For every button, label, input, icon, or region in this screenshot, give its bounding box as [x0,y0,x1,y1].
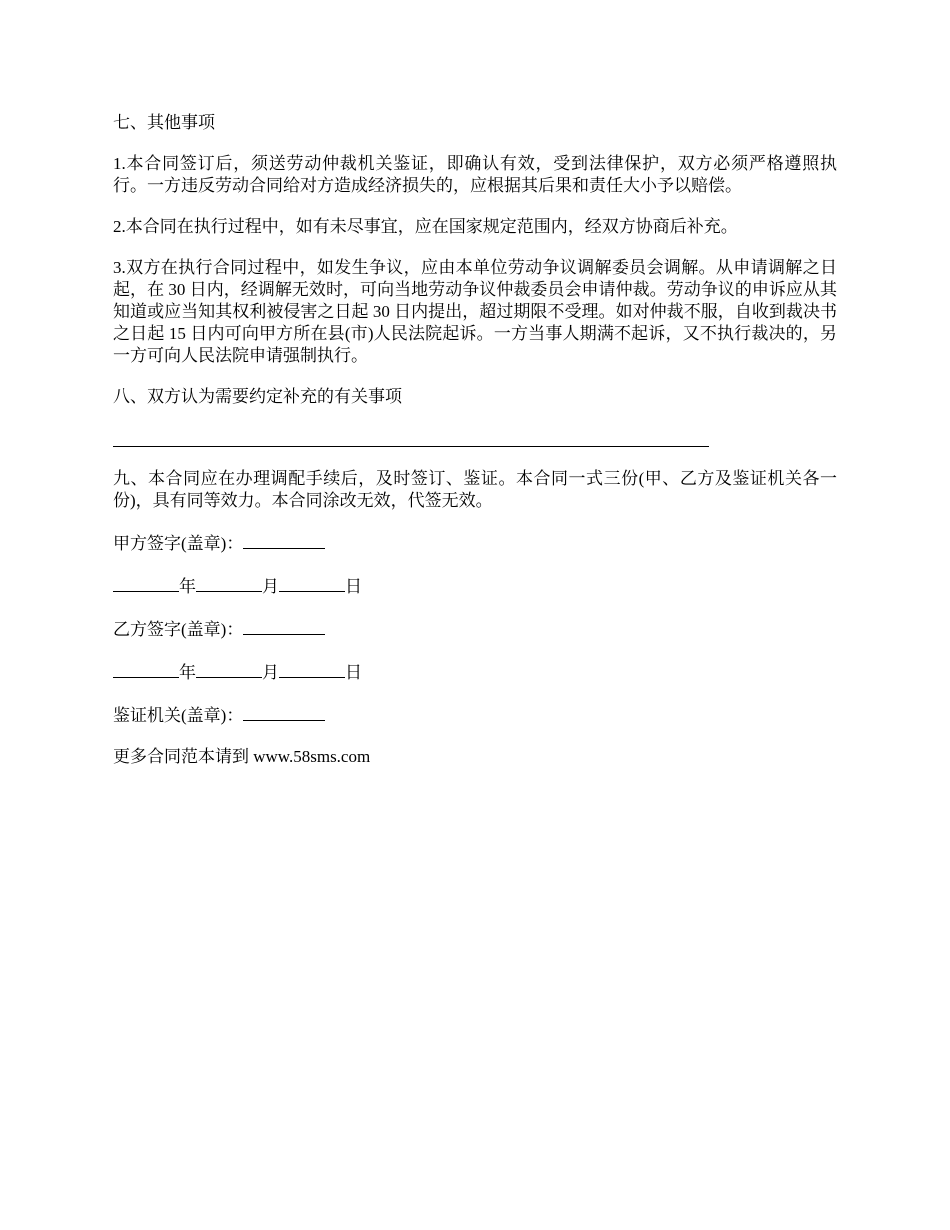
document-page [113,112,837,768]
verifier-signature-line [113,703,837,727]
section-7-item-1: 1.本合同签订后，须送劳动仲裁机关鉴证，即确认有效，受到法律保护，双方必须严格遵照执行。一方违反劳动合同给对方造成经济损失的，应根据其后果和责任大小予以赔偿。 [113,154,837,195]
year-label: 年 [179,577,196,596]
day-label: 日 [345,663,362,682]
party-b-signature-blank [243,617,325,635]
party-b-month-blank [196,660,262,678]
section-8-heading: 八、双方认为需要约定补充的有关事项 [113,387,402,406]
party-b-year-blank [113,660,179,678]
verifier-signature-label: 鉴证机关(盖章)： [113,706,244,725]
party-a-signature-blank [243,531,325,549]
party-a-year-blank [113,574,179,592]
party-b-date-line [113,660,837,684]
year-label: 年 [179,663,196,682]
supplementary-terms-blank [113,427,837,449]
section-7-item-3: 3.双方在执行合同过程中，如发生争议，应由本单位劳动争议调解委员会调解。从申请调解之日起，在 30 日内，经调解无效时，可向当地劳动争议仲裁委员会申请仲裁。劳动争议的申诉应从其知道或应当知其权利被侵害之日起 30 日内提出，超过期限不受理。如对仲裁不服，自收到裁决书之日起 15 日内可向甲方所在县(市)人民法院起诉。一方当事人期满不起诉，又不执行裁决的，另一方可向人民法院申请强制执行。 [113,258,837,365]
party-a-signature-label: 甲方签字(盖章)： [113,534,244,553]
section-7-item-2: 2.本合同在执行过程中，如有未尽事宜，应在国家规定范围内，经双方协商后补充。 [113,217,738,236]
party-b-signature-label: 乙方签字(盖章)： [113,620,244,639]
party-b-day-blank [279,660,345,678]
party-b-signature-line [113,617,837,641]
day-label: 日 [345,577,362,596]
footer-note: 更多合同范本请到 www.58sms.com [113,747,371,766]
party-a-day-blank [279,574,345,592]
verifier-signature-blank [243,703,325,721]
month-label: 月 [262,577,279,596]
party-a-month-blank [196,574,262,592]
party-a-signature-line [113,531,837,555]
section-9-text: 九、本合同应在办理调配手续后，及时签订、鉴证。本合同一式三份(甲、乙方及鉴证机关各一份)，具有同等效力。本合同涂改无效，代签无效。 [113,469,837,510]
section-7-heading: 七、其他事项 [113,113,215,132]
month-label: 月 [262,663,279,682]
party-a-date-line [113,574,837,598]
